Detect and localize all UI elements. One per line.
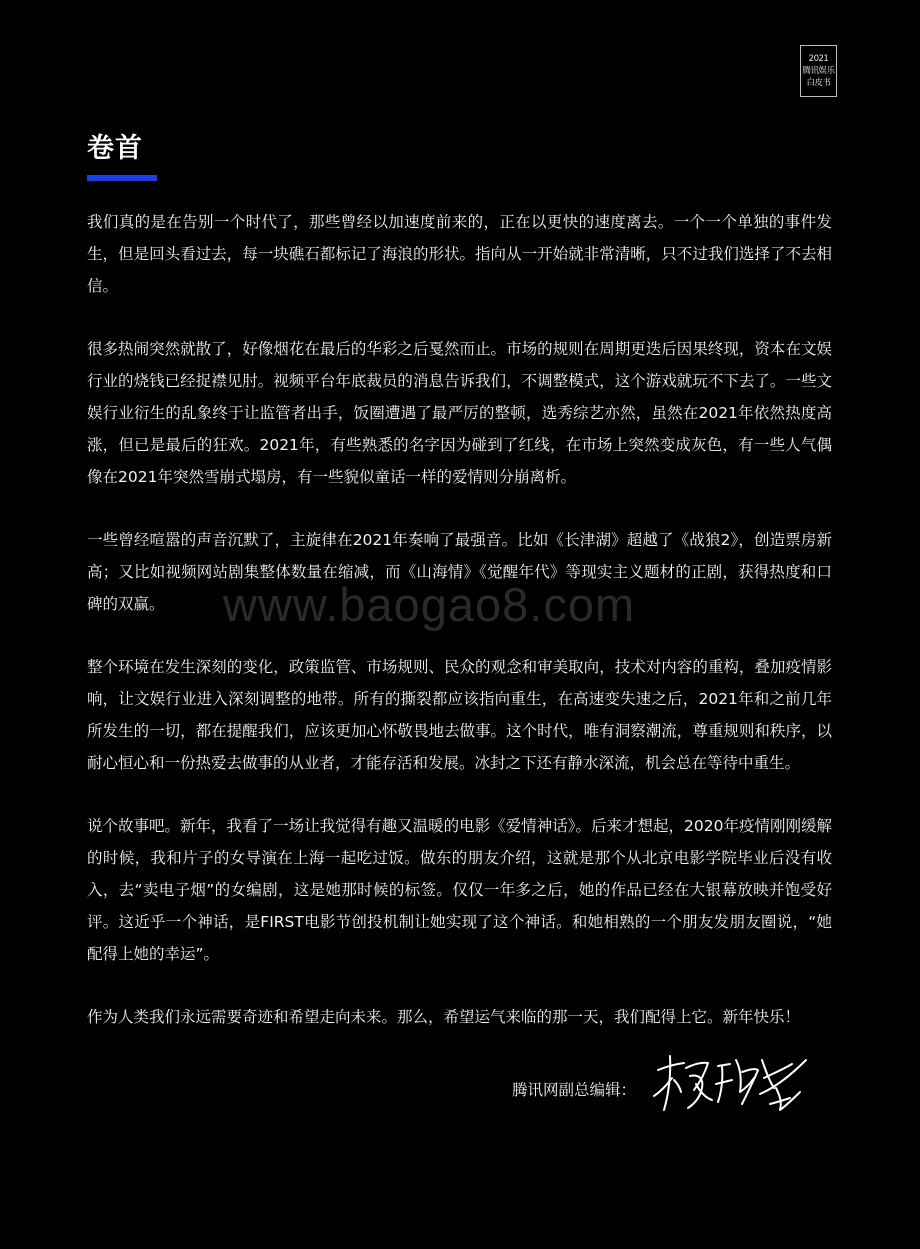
paragraph-4: 整个环境在发生深刻的变化，政策监管、市场规则、民众的观念和审美取向，技术对内容的重构，叠加疫情影响，让文娱行业进入深刻调整的地带。所有的撕裂都应该指向重生，在高速变失速之后，2021年和之前几年所发生的一切，都在提醒我们，应该更加心怀敬畏地去做事。这个时代，唯有洞察潮流，尊重规则和秩序，以耐心恒心和一份热爱去做事的从业者，才能存活和发展。冰封之下还有静水深流，机会总在等待中重生。	[87, 658, 832, 772]
signature-label: 腾讯网副总编辑：	[512, 1081, 637, 1099]
preface-body	[87, 206, 832, 1064]
paragraph-5: 说个故事吧。新年，我看了一场让我觉得有趣又温暖的电影《爱情神话》。后来才想起，2020年疫情刚刚缓解的时候，我和片子的女导演在上海一起吃过饭。做东的朋友介绍，这就是那个从北京电影学院毕业后没有收入，去“卖电子烟”的女编剧，这是她那时候的标签。仅仅一年多之后，她的作品已经在大银幕放映并饱受好评。这近乎一个神话，是FIRST电影节创投机制让她实现了这个神话。和她相熟的一个朋友发朋友圈说，“她配得上她的幸运”。	[87, 817, 832, 963]
whitepaper-badge	[800, 45, 837, 97]
paragraph-6: 作为人类我们永远需要奇迹和希望走向未来。那么，希望运气来临的那一天，我们配得上它。新年快乐！	[87, 1008, 801, 1026]
paragraph-2: 很多热闹突然就散了，好像烟花在最后的华彩之后戛然而止。市场的规则在周期更迭后因果终现，资本在文娱行业的烧钱已经捉襟见肘。视频平台年底裁员的消息告诉我们，不调整模式，这个游戏就玩不下去了。一些文娱行业衍生的乱象终于让监管者出手，饭圈遭遇了最严厉的整顿，选秀综艺亦然，虽然在2021年依然热度高涨，但已是最后的狂欢。2021年，有些熟悉的名字因为碰到了红线，在市场上突然变成灰色，有一些人气偶像在2021年突然雪崩式塌房，有一些貌似童话一样的爱情则分崩离析。	[87, 340, 832, 486]
badge-subtitle: 白皮书	[806, 78, 831, 88]
paragraph-1: 我们真的是在告别一个时代了，那些曾经以加速度前来的，正在以更快的速度离去。一个一个单独的事件发生，但是回头看过去，每一块礁石都标记了海浪的形状。指向从一开始就非常清晰，只不过我们选择了不去相信。	[87, 213, 832, 295]
handwritten-signature	[650, 1048, 815, 1118]
badge-brand: 腾讯娱乐	[802, 66, 835, 76]
paragraph-3: 一些曾经喧嚣的声音沉默了，主旋律在2021年奏响了最强音。比如《长津湖》超越了《战狼2》，创造票房新高；又比如视频网站剧集整体数量在缩减，而《山海情》《觉醒年代》等现实主义题材的正剧，获得热度和口碑的双赢。	[87, 531, 832, 613]
page-title: 卷首	[87, 133, 143, 164]
watermark: www.baogao8.com	[223, 578, 636, 631]
badge-year: 2021	[808, 54, 829, 64]
title-underline-bar	[87, 175, 157, 181]
